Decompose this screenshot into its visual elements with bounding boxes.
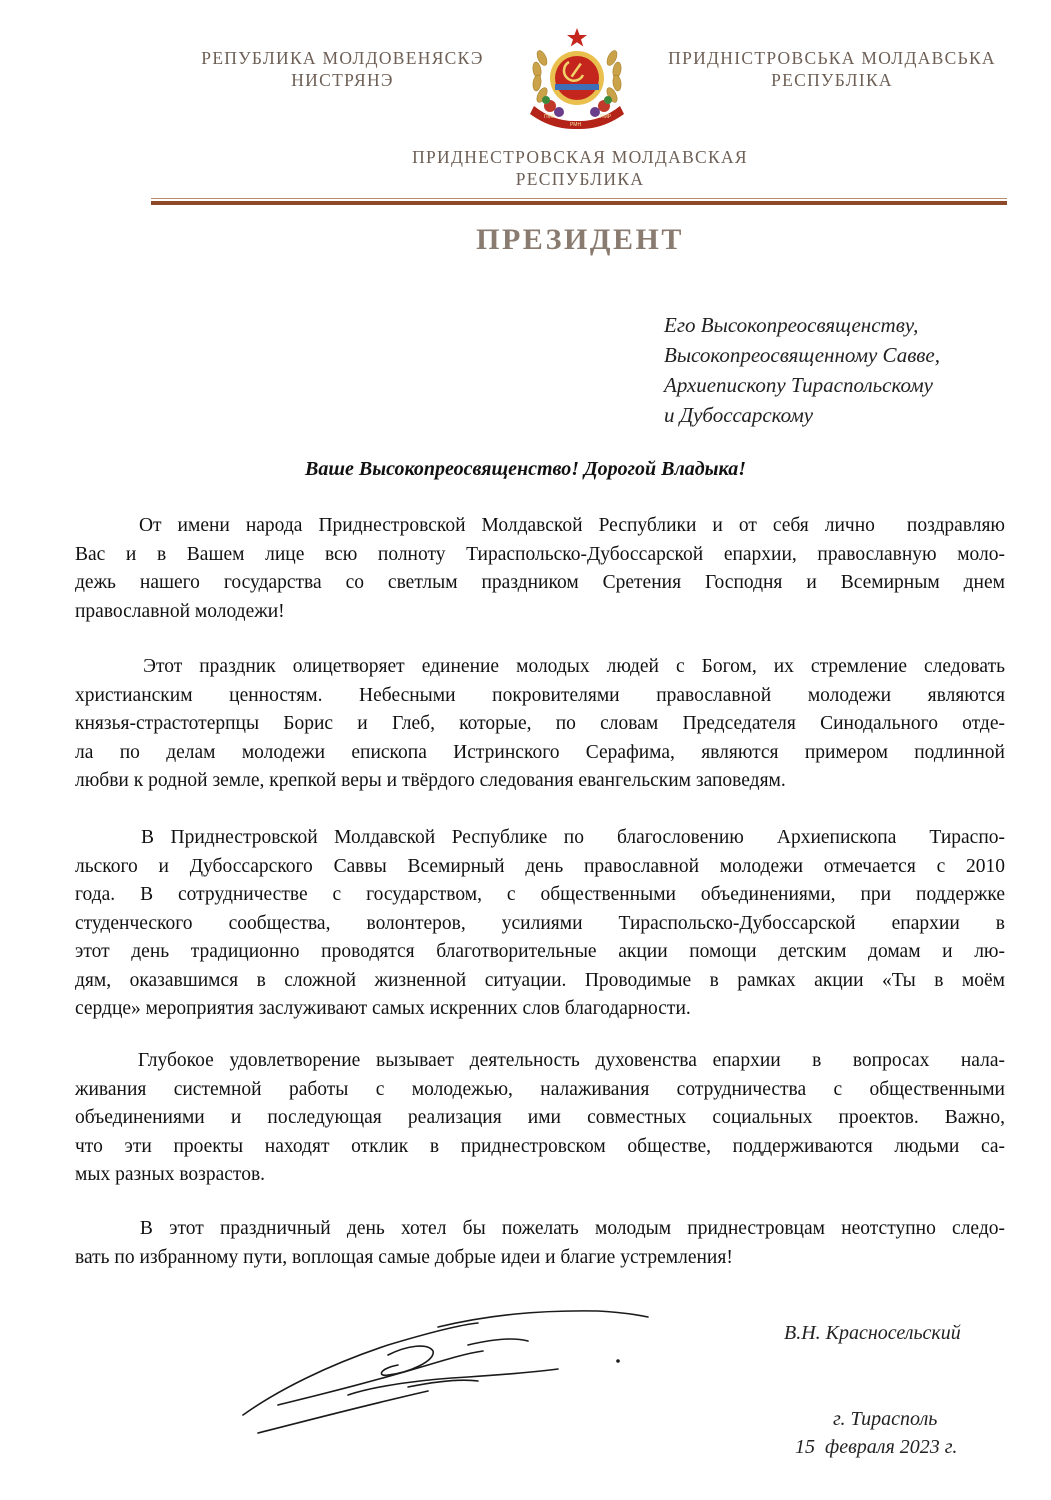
- text-line: православной молодежи!: [75, 600, 285, 622]
- letterhead-title: ПРЕЗИДЕНТ: [476, 223, 684, 256]
- letterhead-line: РЕПУБЛИКА МОЛДОВЕНЯСКЭ: [201, 48, 484, 68]
- text-line: Вас и в Вашем лице всю полноту Тираспольско-Дубоссарской епархии, православную моло-: [75, 543, 1005, 565]
- text-line: ла по делам молодежи епископа Истринского Серафима, являются примером подлинной: [75, 741, 1005, 763]
- text-line: Глубокое удовлетворение вызывает деятельность духовенства епархии в вопросах нала-: [75, 1050, 1005, 1071]
- text-line: В Приднестровской Молдавской Республике по благословению Архиепископа Тираспо-: [75, 827, 1005, 848]
- coat-of-arms-emblem: [524, 22, 630, 130]
- text-line: года. В сотрудничестве с государством, с общественными объединениями, при поддержке: [75, 884, 1005, 905]
- text-line: От имени народа Приднестровской Молдавской Республики и от себя лично поздравляю: [75, 515, 1005, 536]
- ribbon-center-text: РМН: [570, 122, 582, 128]
- text-line: живания системной работы с молодежью, налаживания сотрудничества с общественными: [75, 1078, 1005, 1100]
- handwritten-signature: [238, 1295, 658, 1445]
- letterhead-line: ПРИДНІСТРОВСЬКА МОЛДАВСЬКА: [668, 48, 996, 68]
- addressee-line: Высокопреосвященному Савве,: [664, 343, 940, 367]
- date: 15 февраля 2023 г.: [795, 1436, 958, 1458]
- header-rule-thick: [151, 201, 1007, 205]
- letterhead-line: РЕСПУБЛИКА: [515, 169, 645, 189]
- ribbon-left-text: ПМР: [544, 114, 556, 120]
- addressee-line: и Дубоссарскому: [664, 403, 814, 427]
- text-line: В этот праздничный день хотел бы пожелать молодым приднестровцам неотступно следо-: [75, 1218, 1005, 1239]
- text-line: что эти проекты находят отклик в приднестровском обществе, поддерживаются людьми са-: [75, 1135, 1005, 1157]
- text-line: льского и Дубоссарского Саввы Всемирный день православной молодежи отмечается с 2010: [75, 855, 1005, 877]
- text-line: Этот праздник олицетворяет единение молодых людей с Богом, их стремление следовать: [75, 656, 1005, 677]
- letterhead-moldovan: [190, 47, 495, 91]
- body-paragraph: [75, 1047, 1005, 1190]
- letterhead-line: ПРИДНЕСТРОВСКАЯ МОЛДАВСКАЯ: [412, 147, 748, 167]
- text-line: этот день традиционно проводятся благотворительные акции помощи детским домам и лю-: [75, 941, 1005, 962]
- text-line: дям, оказавшимся в сложной жизненной ситуации. Проводимые в рамках акции «Ты в моём: [75, 969, 1005, 991]
- addressee-block: [664, 310, 1034, 430]
- text-line: сердце» мероприятия заслуживают самых искренних слов благодарности.: [75, 998, 691, 1019]
- text-line: христианским ценностям. Небесными покровителями православной молодежи являются: [75, 684, 1005, 706]
- text-line: князья-страстотерпцы Борис и Глеб, которые, по словам Председателя Синодального отде-: [75, 713, 1005, 734]
- text-line: любви к родной земле, крепкой веры и твёрдого следования евангельским заповедям.: [75, 770, 786, 791]
- letterhead-russian: [380, 146, 780, 190]
- text-line: дежь нашего государства со светлым праздником Сретения Господня и Всемирным днем: [75, 572, 1005, 593]
- body-paragraph: [75, 1215, 1005, 1272]
- text-line: объединениями и последующая реализация ими совместных социальных проектов. Важно,: [75, 1107, 1005, 1128]
- place: г. Тирасполь: [833, 1408, 938, 1430]
- letterhead-line: РЕСПУБЛІКА: [771, 70, 893, 90]
- ribbon-right-text: ПМР: [600, 114, 612, 120]
- body-paragraph: [75, 824, 1005, 1024]
- header-rule-thin: [151, 198, 1007, 199]
- salutation: Ваше Высокопреосвященство! Дорогой Владыка!: [305, 458, 746, 480]
- addressee-line: Архиепископу Тираспольскому: [664, 373, 933, 397]
- body-paragraph: [75, 653, 1005, 796]
- letterhead-ukrainian: [662, 47, 1002, 91]
- text-line: студенческого сообщества, волонтеров, усилиями Тираспольско-Дубоссарской епархии в: [75, 912, 1005, 934]
- text-line: мых разных возрастов.: [75, 1164, 266, 1185]
- letterhead-line: НИСТРЯНЭ: [291, 70, 394, 90]
- signer-name: В.Н. Красносельский: [784, 1322, 961, 1344]
- addressee-line: Его Высокопреосвященству,: [664, 313, 919, 337]
- body-paragraph: [75, 512, 1005, 626]
- text-line: вать по избранному пути, воплощая самые добрые идеи и благие устремления!: [75, 1246, 733, 1268]
